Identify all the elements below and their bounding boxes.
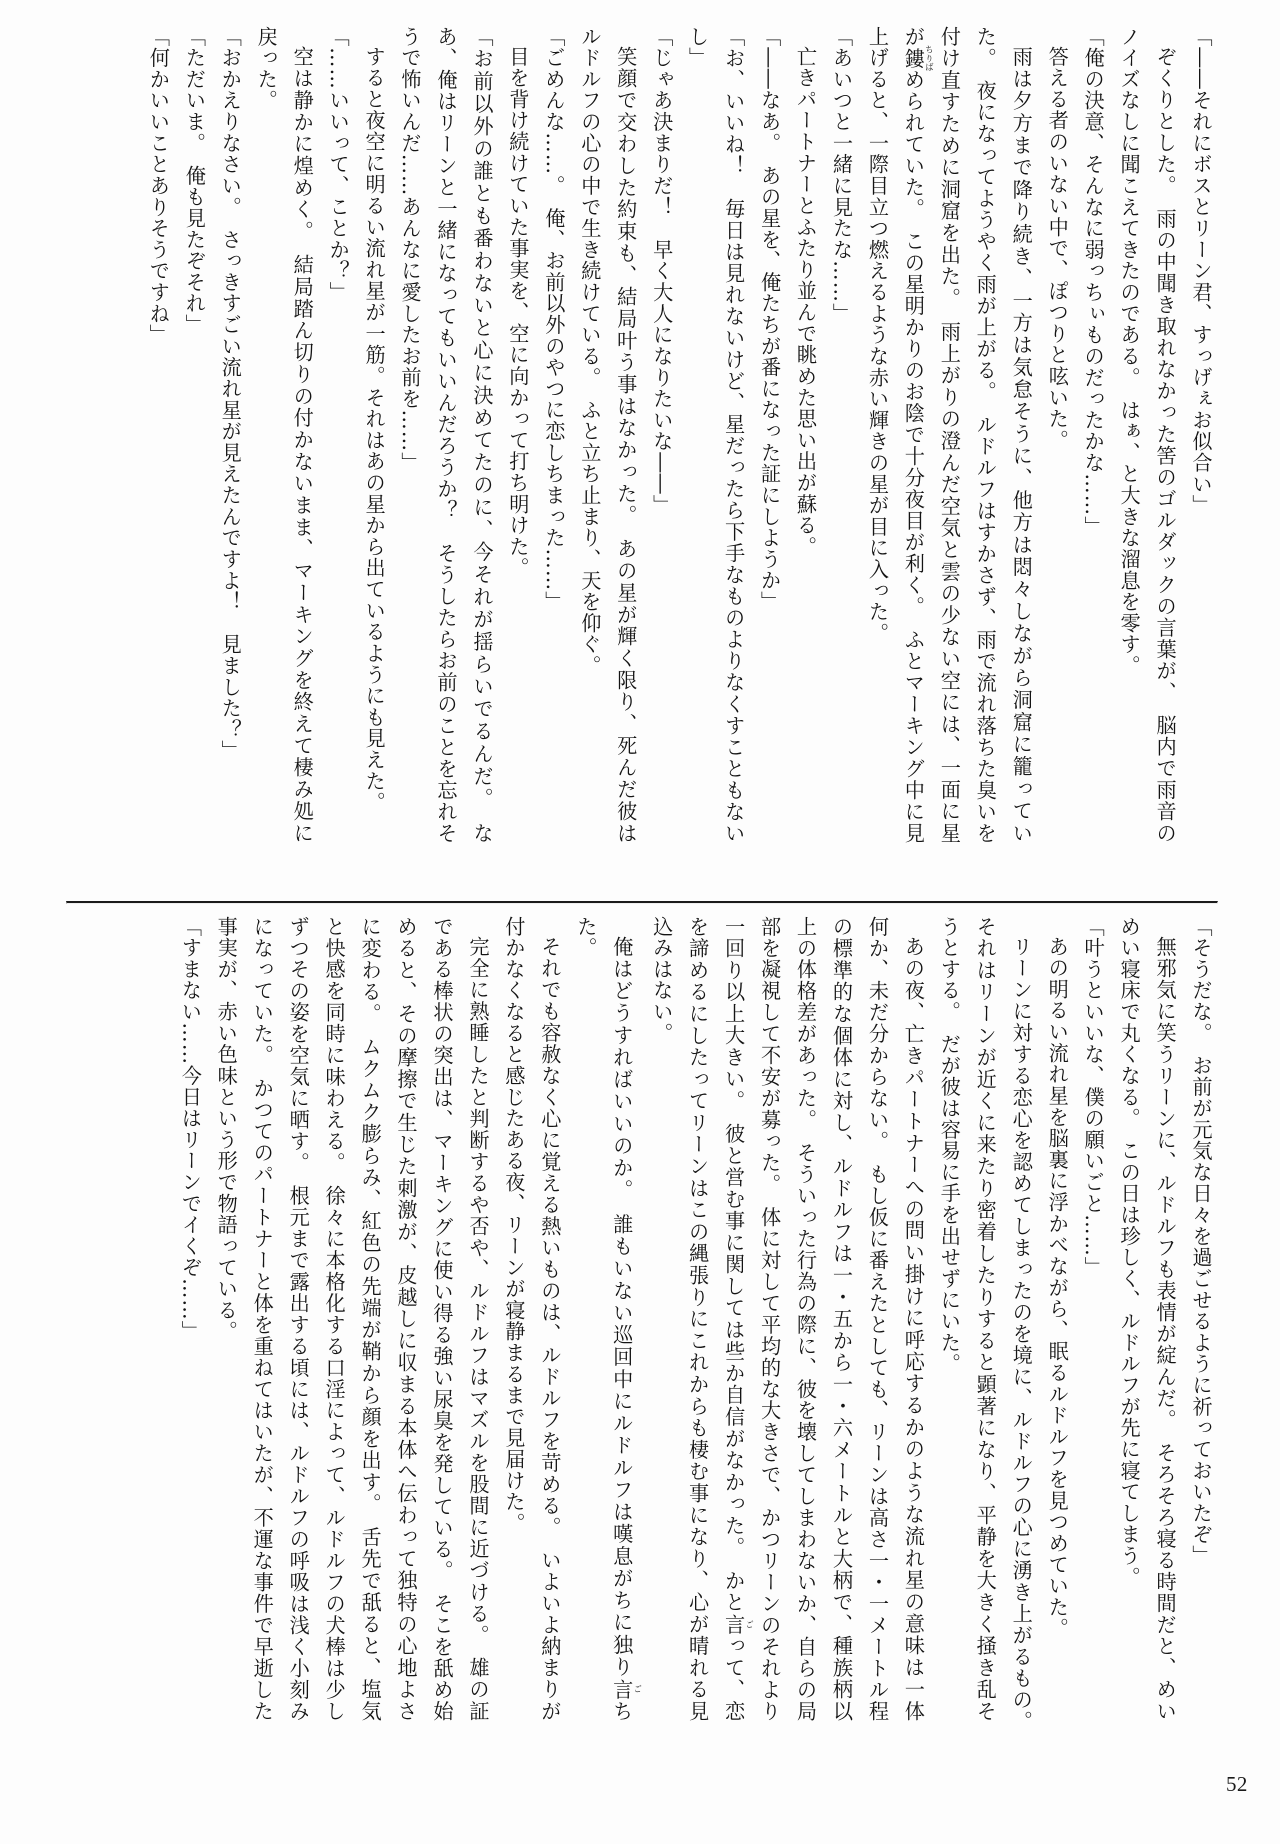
paragraph: 「……いいって、ことか？」 [326,26,351,304]
paragraph: あの明るい流れ星を脳裏に浮かべながら、眠るルドルフを見つめていた。 [1045,936,1070,1640]
paragraph: それでも容赦なく心に覚える熱いものは、ルドルフを苛める。 いよいよ納まりが付かなくなると感じたある夜、リーンが寝静まるまで見届けた。 [501,916,562,1722]
upper-text-block [56,26,1218,844]
paragraph: 答える者のいない中で、ぽつりと呟いた。 [1045,46,1070,452]
paragraph: 「何かいいことありそうですね」 [146,26,171,346]
paragraph: 「――なあ。 あの星を、俺たちが番になった証にしようか」 [757,26,782,613]
paragraph: 「あいつと一緒に見たな……」 [829,26,854,325]
ruby-annotation: 言 ご [721,1613,755,1636]
paragraph: 「――それにボスとリーン君、すっげぇお似合い」 [1189,26,1213,517]
paragraph: リーンに対する恋心を認めてしまったのを境に、ルドルフの心に湧き上がるもの。 それはリーンが近くに来たり密着したりすると顕著になり、平静を大きく掻き乱そうとする。 だが彼は容易に手を出せずにいた。 [937,916,1034,1744]
paragraph: 「ただいま。 俺も見たぞそれ」 [182,26,207,336]
paragraph: 完全に熟睡したと判断するや否や、ルドルフはマズルを股間に近づける。 雄の証である棒状の突出は、マーキングに使い得る強い尿臭を発している。 そこを舐め始めると、その摩擦で生じた刺激が、皮越しに収まる本体へ伝わって独特の心地よさに変わる。 ムクムク膨らみ、紅色の先端が鞘から顔を出す。 舌先で舐ると、塩気と快感を同時に味わえる。 徐々に本格化する口淫によって、ルドルフの犬棒は少しずつその姿を空気に晒す。 根元まで露出する頃には、ルドルフの呼吸は浅く小刻みになっていた。 かつてのパートナーと体を重ねてはいたが、不運な事件で早逝した事実が、赤い色味という形で物語っている。 [214,916,490,1722]
paragraph: 「そうだな。 お前が元気な日々を過ごせるように祈っておいたぞ」 [1189,916,1213,1567]
paragraph: あの夜、亡きパートナーへの問い掛けに呼応するかのような流れ星の意味は一体何か、未だ分からない。 もし仮に番えたとしても、リーンは高さ一・一メートル程の標準的な個体に対し、ルドルフは一・五から一・六メートルと大柄で、種族柄以上の体格差があった。 そういった行為の際に、彼を壊してしまわないか、自らの局部を凝視して不安が募った。 体に対して平均的な大きさで、かつリーンのそれより一回り以上大きい。 彼と営む事に関しては些か自信がなかった。 かと言 ごって、恋を諦めるにしたってリーンはこの縄張りにこれからも棲む事になり、心が晴れる見込みはない。 [649,916,926,1722]
ruby-annotation: 鏤 ちりば [901,45,935,72]
paragraph: 「叶うといいな、僕の願いごと……」 [1081,916,1106,1279]
paragraph: 「お、いいね！ 毎日は見れないけど、星だったら下手なものよりなくすこともないし」 [685,26,746,844]
paragraph: 「おかえりなさい。 さっきすごい流れ星が見えたんですよ！ 見ました？」 [218,26,243,762]
paragraph: 雨は夕方まで降り続き、一方は気怠そうに、他方は悶々しながら洞窟に籠っていた。 夜になってようやく雨が上がる。 ルドルフはすかさず、雨で流れ落ちた臭いを付け直すために洞窟を出た。 雨上がりの澄んだ空気と雲の少ない空には、一面に星が鏤 ちりばめられていた。 この星明かりのお陰で十分夜目が利く。 ふとマーキング中に見上げると、一際目立つ燃えるような赤い輝きの星が目に入った。 [865,26,1034,844]
ruby-annotation: 言 ご [609,1678,643,1701]
paragraph: 笑顔で交わした約束も、結局叶う事はなかった。 あの星が輝く限り、死んだ彼はルドルフの心の中で生き続けている。 ふと立ち止まり、天を仰ぐ。 [577,26,638,844]
ruby-reading: ご [744,1613,755,1635]
paragraph: 「すまない……今日はリーンでイくぞ……」 [178,916,203,1343]
ruby-reading: ちりば [924,45,935,72]
page-number: 52 [1226,1772,1248,1796]
paragraph: 空は静かに煌めく。 結局踏ん切りの付かないまま、マーキングを終えて棲み処に戻った。 [254,26,315,844]
paragraph: 亡きパートナーとふたり並んで眺めた思い出が蘇る。 [793,46,818,558]
paragraph: 目を背け続けていた事実を、空に向かって打ち明けた。 [505,46,530,579]
paragraph: 無邪気に笑うリーンに、ルドルフも表情が綻んだ。 そろそろ寝る時間だと、めいめい寝床で丸くなる。 この日は珍しく、ルドルフが先に寝てしまう。 [1117,916,1178,1722]
paragraph: 「じゃあ決まりだ！ 早く大人になりたいな――」 [649,26,674,517]
ruby-reading: ご [632,1678,643,1700]
paragraph: ぞくりとした。 雨の中聞き取れなかった筈のゴルダックの言葉が、 脳内で雨音のノイズなしに聞こえてきたのである。 はぁ、と大きな溜息を零す。 [1117,26,1178,844]
paragraph: 「俺の決意、そんなに弱っちぃものだったかな……」 [1081,26,1106,538]
paragraph: 「ごめんな……。 俺、お前以外のやつに恋しちまった……」 [541,26,566,613]
paragraph: すると夜空に明るい流れ星が一筋。それはあの星から出ているようにも見えた。 [362,46,387,814]
lower-text-block [56,916,1218,1744]
paragraph: 「お前以外の誰とも番わないと心に決めてたのに、今それが揺らいでるんだ。 なあ、俺はリーンと一緒になってもいいんだろうか？ そうしたらお前のことを忘れそうで怖いんだ……あんなに愛したお前を……」 [398,26,494,844]
paragraph: 俺はどうすればいいのか。 誰もいない巡回中にルドルフは嘆息がちに独り言 ごちた。 [573,916,643,1722]
section-divider [66,901,1218,904]
